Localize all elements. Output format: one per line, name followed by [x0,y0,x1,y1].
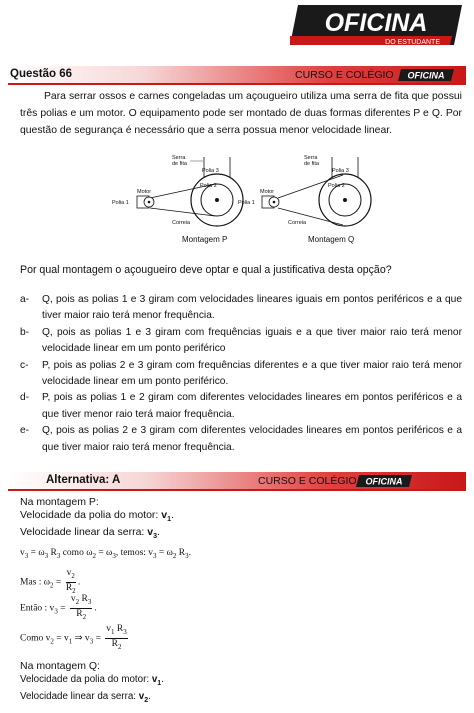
option-d [20,390,462,423]
option-text: P, pois as polias 2 e 3 giram com frequências diferentes e a que tiver maior raio terá menor velocidade linear em um ponto periférico. [42,359,462,388]
option-text: Q, pois as polias 2 e 3 giram com diferentes velocidades lineares em pontos periféricos e a que tiver maior raio terá menor frequência. [42,425,462,453]
option-letter: a- [20,294,30,305]
solution-p-title: Na montagem P: [20,496,99,508]
logo-text: OFICINA [324,9,428,37]
option-c [20,358,462,391]
option-b [20,325,462,358]
montagem-q-diagram [238,155,371,244]
p-polia3-label: Polia 3 [202,168,219,174]
q-polia2-label: Polia 2 [328,183,345,189]
logo-subtext: DO ESTUDANTE [385,39,440,45]
equation-mas: Mas : $\omega_2$ = $\frac{v_2}{R_2}$ . [20,568,81,595]
q-polia1-label: Polia 1 [238,200,255,206]
equation-como: Como $v_2 = v_1$ ⇒ $v_3$ = $\frac{v_1 R_3}{R_2}$ [20,624,127,651]
montagem-p-title: Montagem P [182,235,228,244]
question-number: Questão 66 [10,68,72,80]
answer-mini-logo-text: OFICINA [365,476,403,487]
question-statement [20,89,462,139]
montagem-p-diagram [112,155,243,244]
q-serra-label: Serra [304,155,318,161]
answer-options [20,292,462,456]
course-label: CURSO E COLÉGIO [295,69,394,81]
solution-q-motor-speed: Velocidade da polia do motor: $v_1$. [20,674,164,687]
question-prompt: Por qual montagem o açougueiro deve optar e qual a justificativa desta opção? [20,264,392,276]
oficina-logo [290,5,462,45]
statement-text: Para serrar ossos e carnes congeladas um açougueiro utiliza uma serra de fita que possui três polias e um motor. O equipamento pode ser montado de duas formas diferentes P e Q. Por questão de segurança é necessário que a serra possua menor velocidade linear. [20,91,462,136]
pulley-figure [110,152,410,252]
answer-mini-logo [356,474,412,486]
q-polia3-label: Polia 3 [332,168,349,174]
option-text: P, pois as polias 1 e 2 giram com diferentes velocidades lineares em pontos periféricos e a que tiver menor raio terá maior frequência. [42,392,462,420]
p-motor-label: Motor [137,189,152,195]
p-defita-label: de fita [172,161,187,167]
solution-q-title: Na montagem Q: [20,660,100,672]
option-a [20,292,462,325]
answer-course-label: CURSO E COLÉGIO [258,475,357,487]
q-correia-label: Correia [288,220,307,226]
mini-logo [398,68,454,80]
q-motor-label: Motor [260,189,275,195]
option-text: Q, pois as polias 1 e 3 giram com frequências iguais e a que tiver maior raio terá menor velocidade linear em um ponto periférico [42,326,462,355]
solution-saw-speed: Velocidade linear da serra: $v_3$. [20,526,160,541]
option-letter: c- [20,359,29,371]
solution-q [20,660,164,707]
header-underline [8,83,466,85]
option-letter: d- [20,392,30,404]
solution [20,496,174,543]
p-serra-label: Serra [172,155,186,161]
q-defita-label: de fita [304,161,319,167]
solution-motor-speed: Velocidade da polia do motor: $v_1$. [20,509,174,524]
solution-q-saw-speed: Velocidade linear da serra: $v_2$. [20,690,151,704]
p-polia1-label: Polia 1 [112,200,129,206]
equation-1: $v_3 = \omega_3$ $R_3$ como $\omega_2 = \omega_3$, temos: $v_3 = \omega_2$ $R_3$. [20,548,192,560]
option-e [20,423,462,456]
option-text: Q, pois as polias 1 e 3 giram com velocidades lineares iguais em pontos periféricos e a que tiver maior raio terá menor frequência. [42,294,462,322]
p-correia-label: Correia [172,220,191,226]
answer-label: Alternativa: A [46,474,121,486]
p-polia2-label: Polia 2 [200,183,217,189]
montagem-q-title: Montagem Q [308,235,355,244]
mini-logo-text: OFICINA [407,70,445,81]
answer-underline [8,489,466,491]
equation-entao: Então : $v_3$ = $\frac{v_2 R_3}{R_2}$ . [20,594,97,621]
option-letter: b- [20,326,30,338]
option-letter: e- [20,425,30,437]
